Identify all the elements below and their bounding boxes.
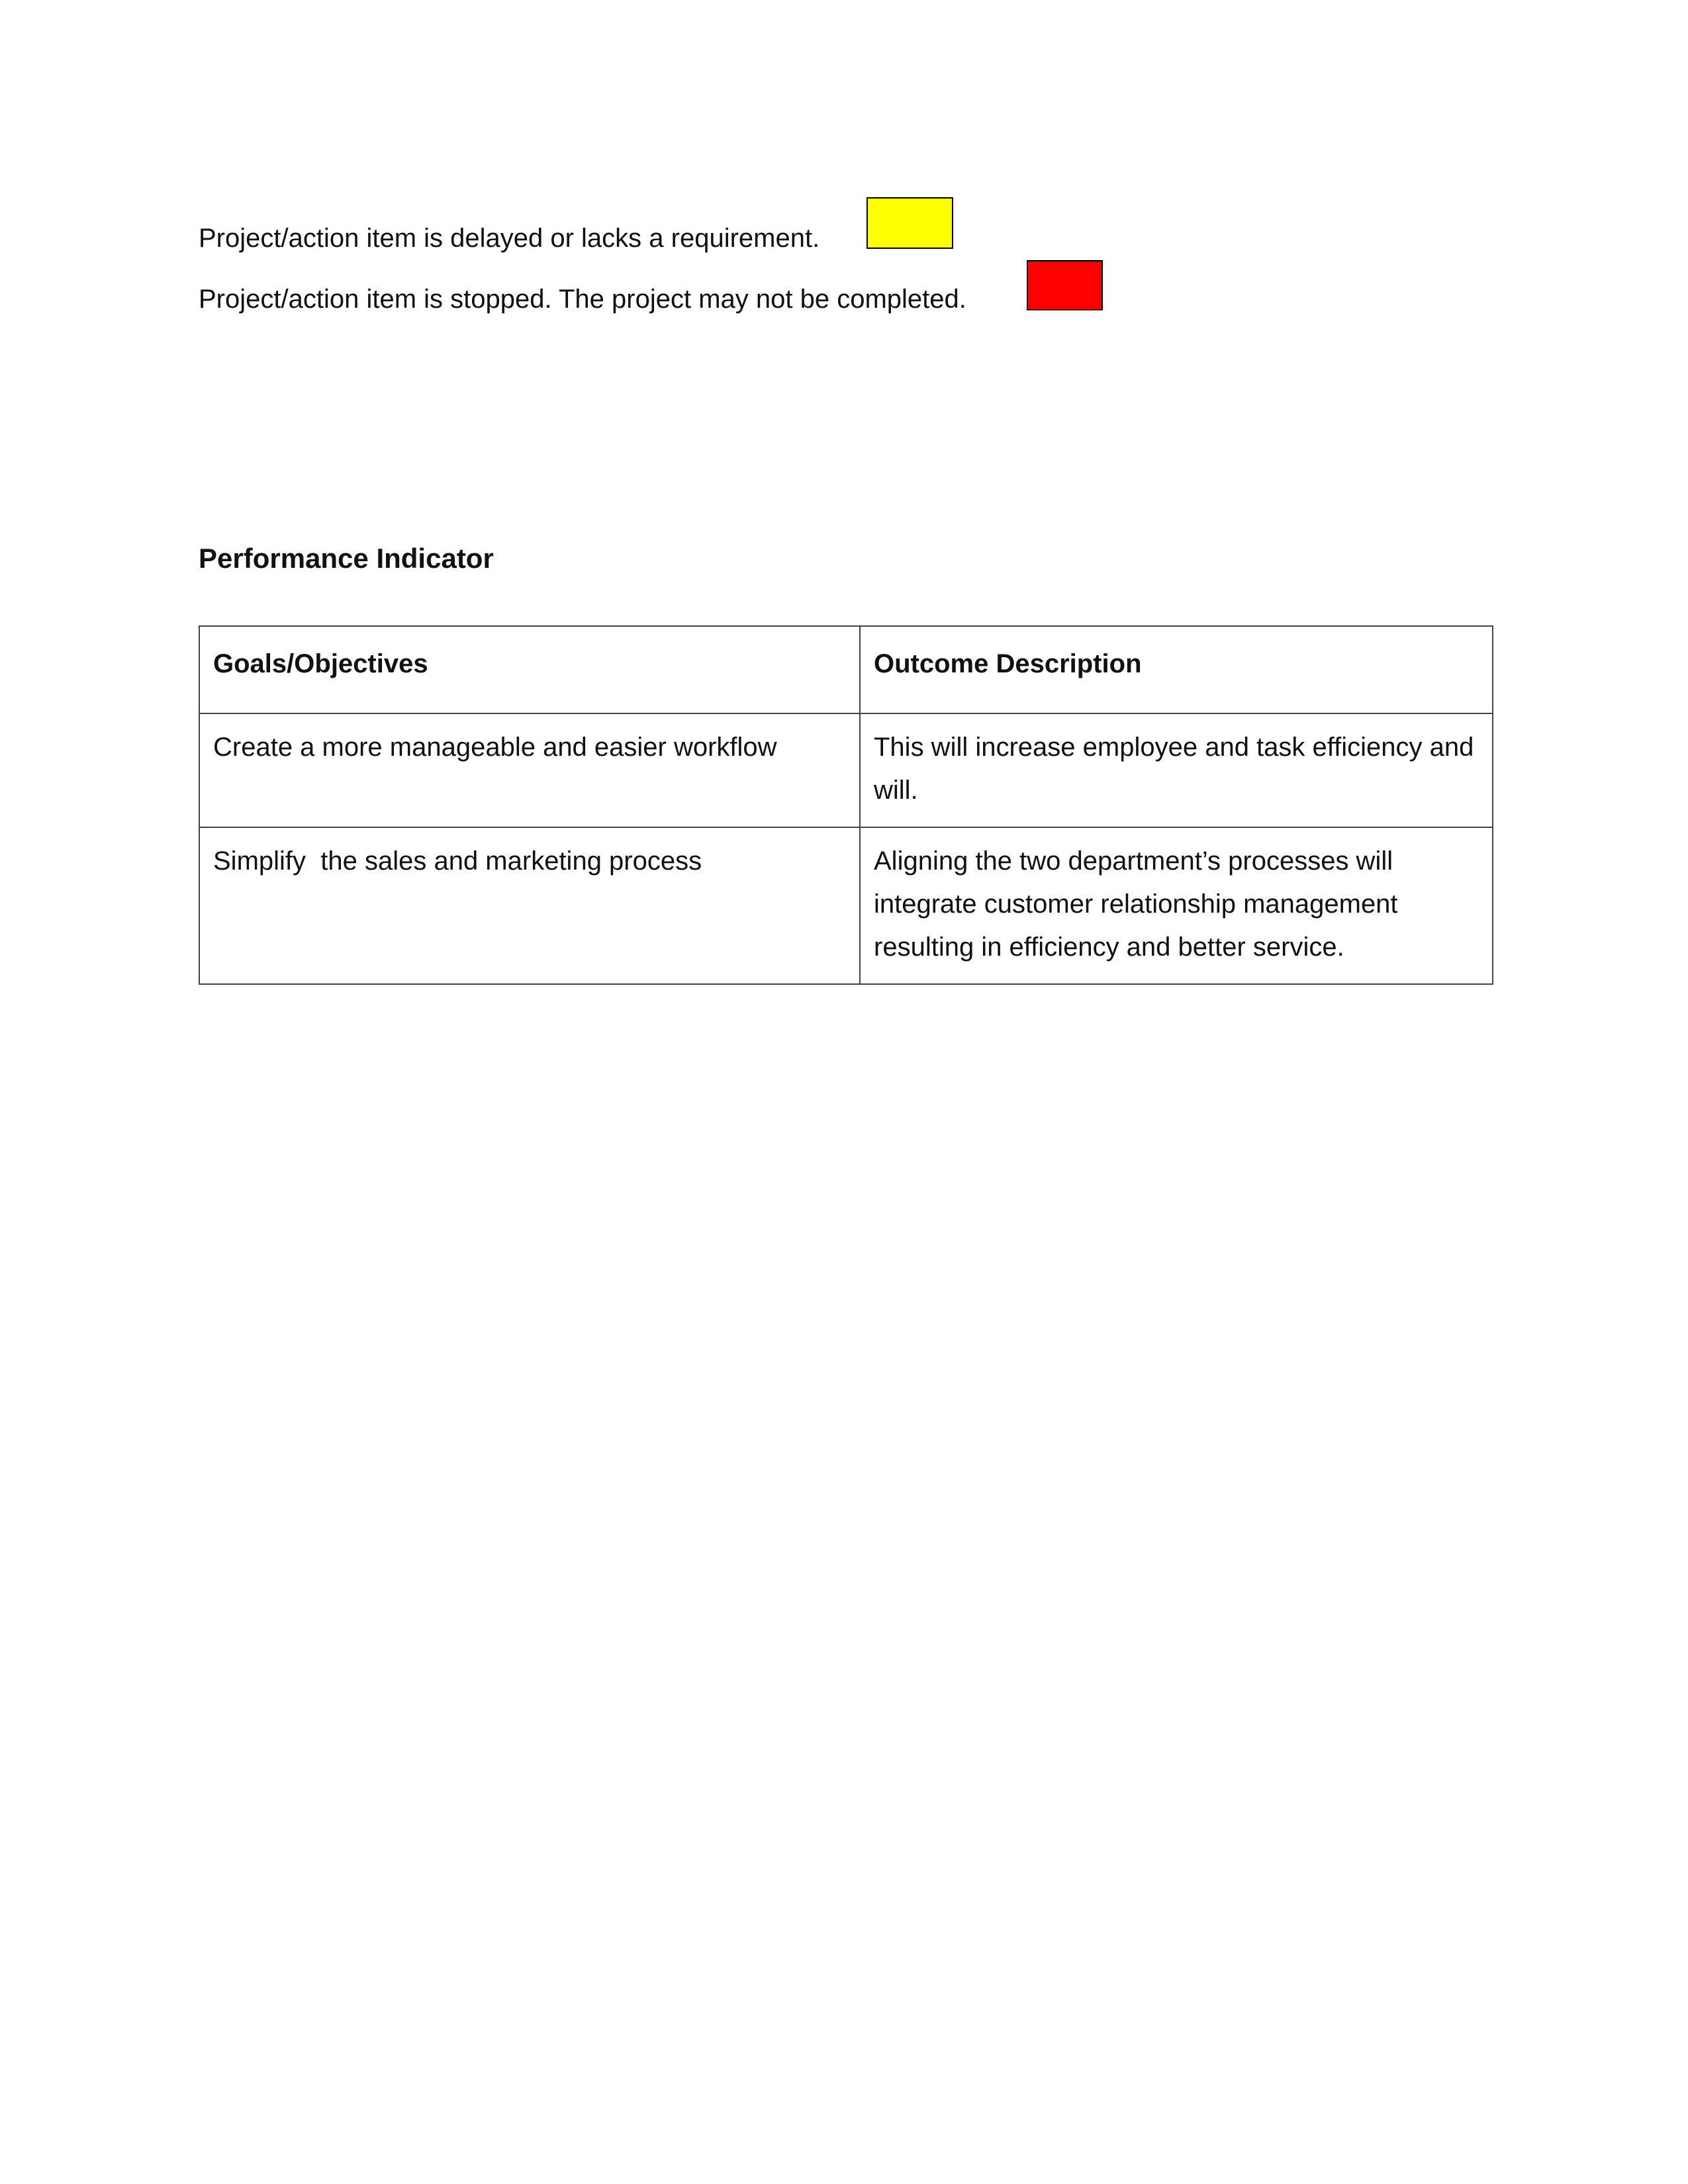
table-header-row (199, 626, 1493, 713)
legend-stopped-text: Project/action item is stopped. The project may not be completed. (199, 285, 966, 314)
legend-delayed-text: Project/action item is delayed or lacks a requirement. (199, 224, 820, 253)
table-cell-goal: Simplify the sales and marketing process (199, 827, 860, 984)
table-cell-goal: Create a more manageable and easier workflow (199, 713, 860, 827)
table-row (199, 713, 1493, 827)
yellow-status-swatch (867, 197, 953, 249)
header-goals-objectives: Goals/Objectives (199, 626, 860, 713)
section-title: Performance Indicator (199, 543, 494, 574)
header-outcome-description: Outcome Description (860, 626, 1493, 713)
table-cell-outcome: This will increase employee and task efficiency and will. (860, 713, 1493, 827)
table-cell-outcome: Aligning the two department’s processes will integrate customer relationship management resulting in efficiency and better service. (860, 827, 1493, 984)
performance-indicator-table (199, 625, 1493, 985)
table-row (199, 827, 1493, 984)
red-status-swatch (1027, 260, 1103, 310)
